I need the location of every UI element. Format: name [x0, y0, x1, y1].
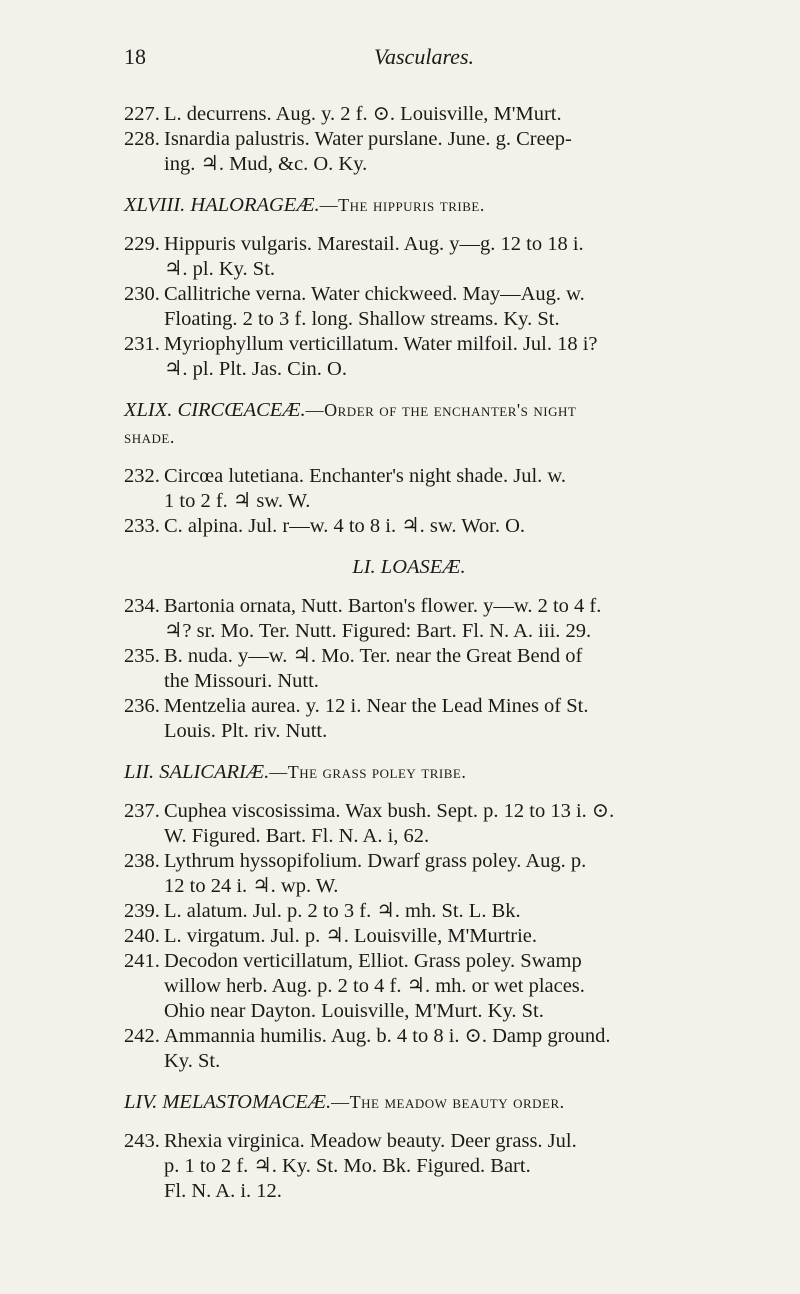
entry-line: ♃. pl. Plt. Jas. Cin. O.	[164, 358, 347, 380]
entry-number: 243.	[124, 1130, 160, 1152]
section-heading	[124, 193, 734, 218]
species-entry	[124, 514, 734, 539]
species-entry	[124, 102, 734, 127]
entry-line: the Missouri. Nutt.	[164, 670, 319, 692]
entry-line: L. decurrens. Aug. y. 2 f. ⊙. Louisville, M'Murt.	[164, 103, 562, 125]
entry-number: 236.	[124, 695, 160, 717]
entry-line: willow herb. Aug. p. 2 to 4 f. ♃. mh. or wet places.	[164, 975, 585, 997]
entry-number: 229.	[124, 233, 160, 255]
entry-line: Hippuris vulgaris. Marestail. Aug. y—g. 12 to 18 i.	[164, 233, 584, 255]
entry-line: Bartonia ornata, Nutt. Barton's flower. y—w. 2 to 4 f.	[164, 595, 602, 617]
entry-number: 238.	[124, 850, 160, 872]
section-heading	[124, 555, 734, 580]
species-entry	[124, 1024, 734, 1074]
entry-number: 230.	[124, 283, 160, 305]
entry-number: 231.	[124, 333, 160, 355]
page-number: 18	[124, 44, 146, 69]
entry-line: W. Figured. Bart. Fl. N. A. i, 62.	[164, 825, 430, 847]
species-entry	[124, 949, 734, 1024]
section-title: LIV. MELASTOMACEÆ.	[124, 1091, 332, 1113]
species-entry	[124, 799, 734, 849]
entry-number: 242.	[124, 1025, 160, 1047]
entry-line: Ohio near Dayton. Louisville, M'Murt. Ky. St.	[164, 1000, 544, 1022]
entry-line: Cuphea viscosissima. Wax bush. Sept. p. 12 to 13 i. ⊙.	[164, 800, 615, 822]
section-heading	[124, 760, 734, 785]
entry-number: 235.	[124, 645, 160, 667]
entry-line: Circœa lutetiana. Enchanter's night shade. Jul. w.	[164, 465, 567, 487]
entry-line: Lythrum hyssopifolium. Dwarf grass poley. Aug. p.	[164, 850, 587, 872]
section-title: XLVIII. HALORAGEÆ.	[124, 194, 320, 216]
running-title: Vasculares.	[374, 44, 475, 69]
entry-line: Rhexia virginica. Meadow beauty. Deer grass. Jul.	[164, 1130, 577, 1152]
entry-line: Floating. 2 to 3 f. long. Shallow streams. Ky. St.	[164, 308, 560, 330]
species-entry	[124, 464, 734, 514]
species-entry	[124, 899, 734, 924]
entry-number: 239.	[124, 900, 160, 922]
entry-number: 234.	[124, 595, 160, 617]
entry-line: L. alatum. Jul. p. 2 to 3 f. ♃. mh. St. L. Bk.	[164, 900, 521, 922]
entry-number: 227.	[124, 103, 160, 125]
section-subtitle: —The grass poley tribe.	[269, 762, 467, 782]
section-subtitle: —Order of the enchanter's night	[305, 400, 577, 420]
entry-line: L. virgatum. Jul. p. ♃. Louisville, M'Murtrie.	[164, 925, 538, 947]
entry-line: ♃? sr. Mo. Ter. Nutt. Figured: Bart. Fl. N. A. iii. 29.	[164, 620, 592, 642]
section-subtitle: —The hippuris tribe.	[319, 195, 485, 215]
species-entry	[124, 924, 734, 949]
entry-line: Louis. Plt. riv. Nutt.	[164, 720, 328, 742]
entry-line: Isnardia palustris. Water purslane. June. g. Creep-	[164, 128, 572, 150]
species-entry	[124, 849, 734, 899]
species-entry	[124, 232, 734, 282]
species-entry	[124, 694, 734, 744]
species-entry	[124, 594, 734, 644]
section-subtitle-continued: shade.	[124, 427, 175, 447]
section-heading	[124, 1090, 734, 1115]
species-entry	[124, 1129, 734, 1204]
entry-number: 237.	[124, 800, 160, 822]
entry-line: Myriophyllum verticillatum. Water milfoil. Jul. 18 i?	[164, 333, 598, 355]
entry-line: Callitriche verna. Water chickweed. May—Aug. w.	[164, 283, 585, 305]
section-title: LII. SALICARIÆ.	[124, 761, 270, 783]
species-entry	[124, 332, 734, 382]
entry-line: Decodon verticillatum, Elliot. Grass poley. Swamp	[164, 950, 582, 972]
entry-line: p. 1 to 2 f. ♃. Ky. St. Mo. Bk. Figured. Bart.	[164, 1155, 531, 1177]
entry-number: 240.	[124, 925, 160, 947]
entry-line: 1 to 2 f. ♃ sw. W.	[164, 490, 311, 512]
section-subtitle: —The meadow beauty order.	[331, 1092, 565, 1112]
species-entry	[124, 282, 734, 332]
species-entry	[124, 644, 734, 694]
entry-number: 241.	[124, 950, 160, 972]
entry-line: ♃. pl. Ky. St.	[164, 258, 276, 280]
section-title: LI. LOASEÆ.	[352, 556, 466, 578]
entry-line: C. alpina. Jul. r—w. 4 to 8 i. ♃. sw. Wor. O.	[164, 515, 526, 537]
entry-number: 233.	[124, 515, 160, 537]
section-heading	[124, 398, 734, 450]
entry-number: 232.	[124, 465, 160, 487]
species-entry	[124, 127, 734, 177]
entry-line: 12 to 24 i. ♃. wp. W.	[164, 875, 339, 897]
section-title: XLIX. CIRCŒACEÆ.	[124, 399, 306, 421]
entry-line: ing. ♃. Mud, &c. O. Ky.	[164, 153, 368, 175]
entry-line: Fl. N. A. i. 12.	[164, 1180, 282, 1202]
entry-line: B. nuda. y—w. ♃. Mo. Ter. near the Great Bend of	[164, 645, 583, 667]
entry-line: Ky. St.	[164, 1050, 221, 1072]
page-body	[124, 102, 734, 1204]
page-header	[124, 44, 684, 74]
entry-line: Ammannia humilis. Aug. b. 4 to 8 i. ⊙. Damp ground.	[164, 1025, 611, 1047]
entry-number: 228.	[124, 128, 160, 150]
entry-line: Mentzelia aurea. y. 12 i. Near the Lead Mines of St.	[164, 695, 589, 717]
